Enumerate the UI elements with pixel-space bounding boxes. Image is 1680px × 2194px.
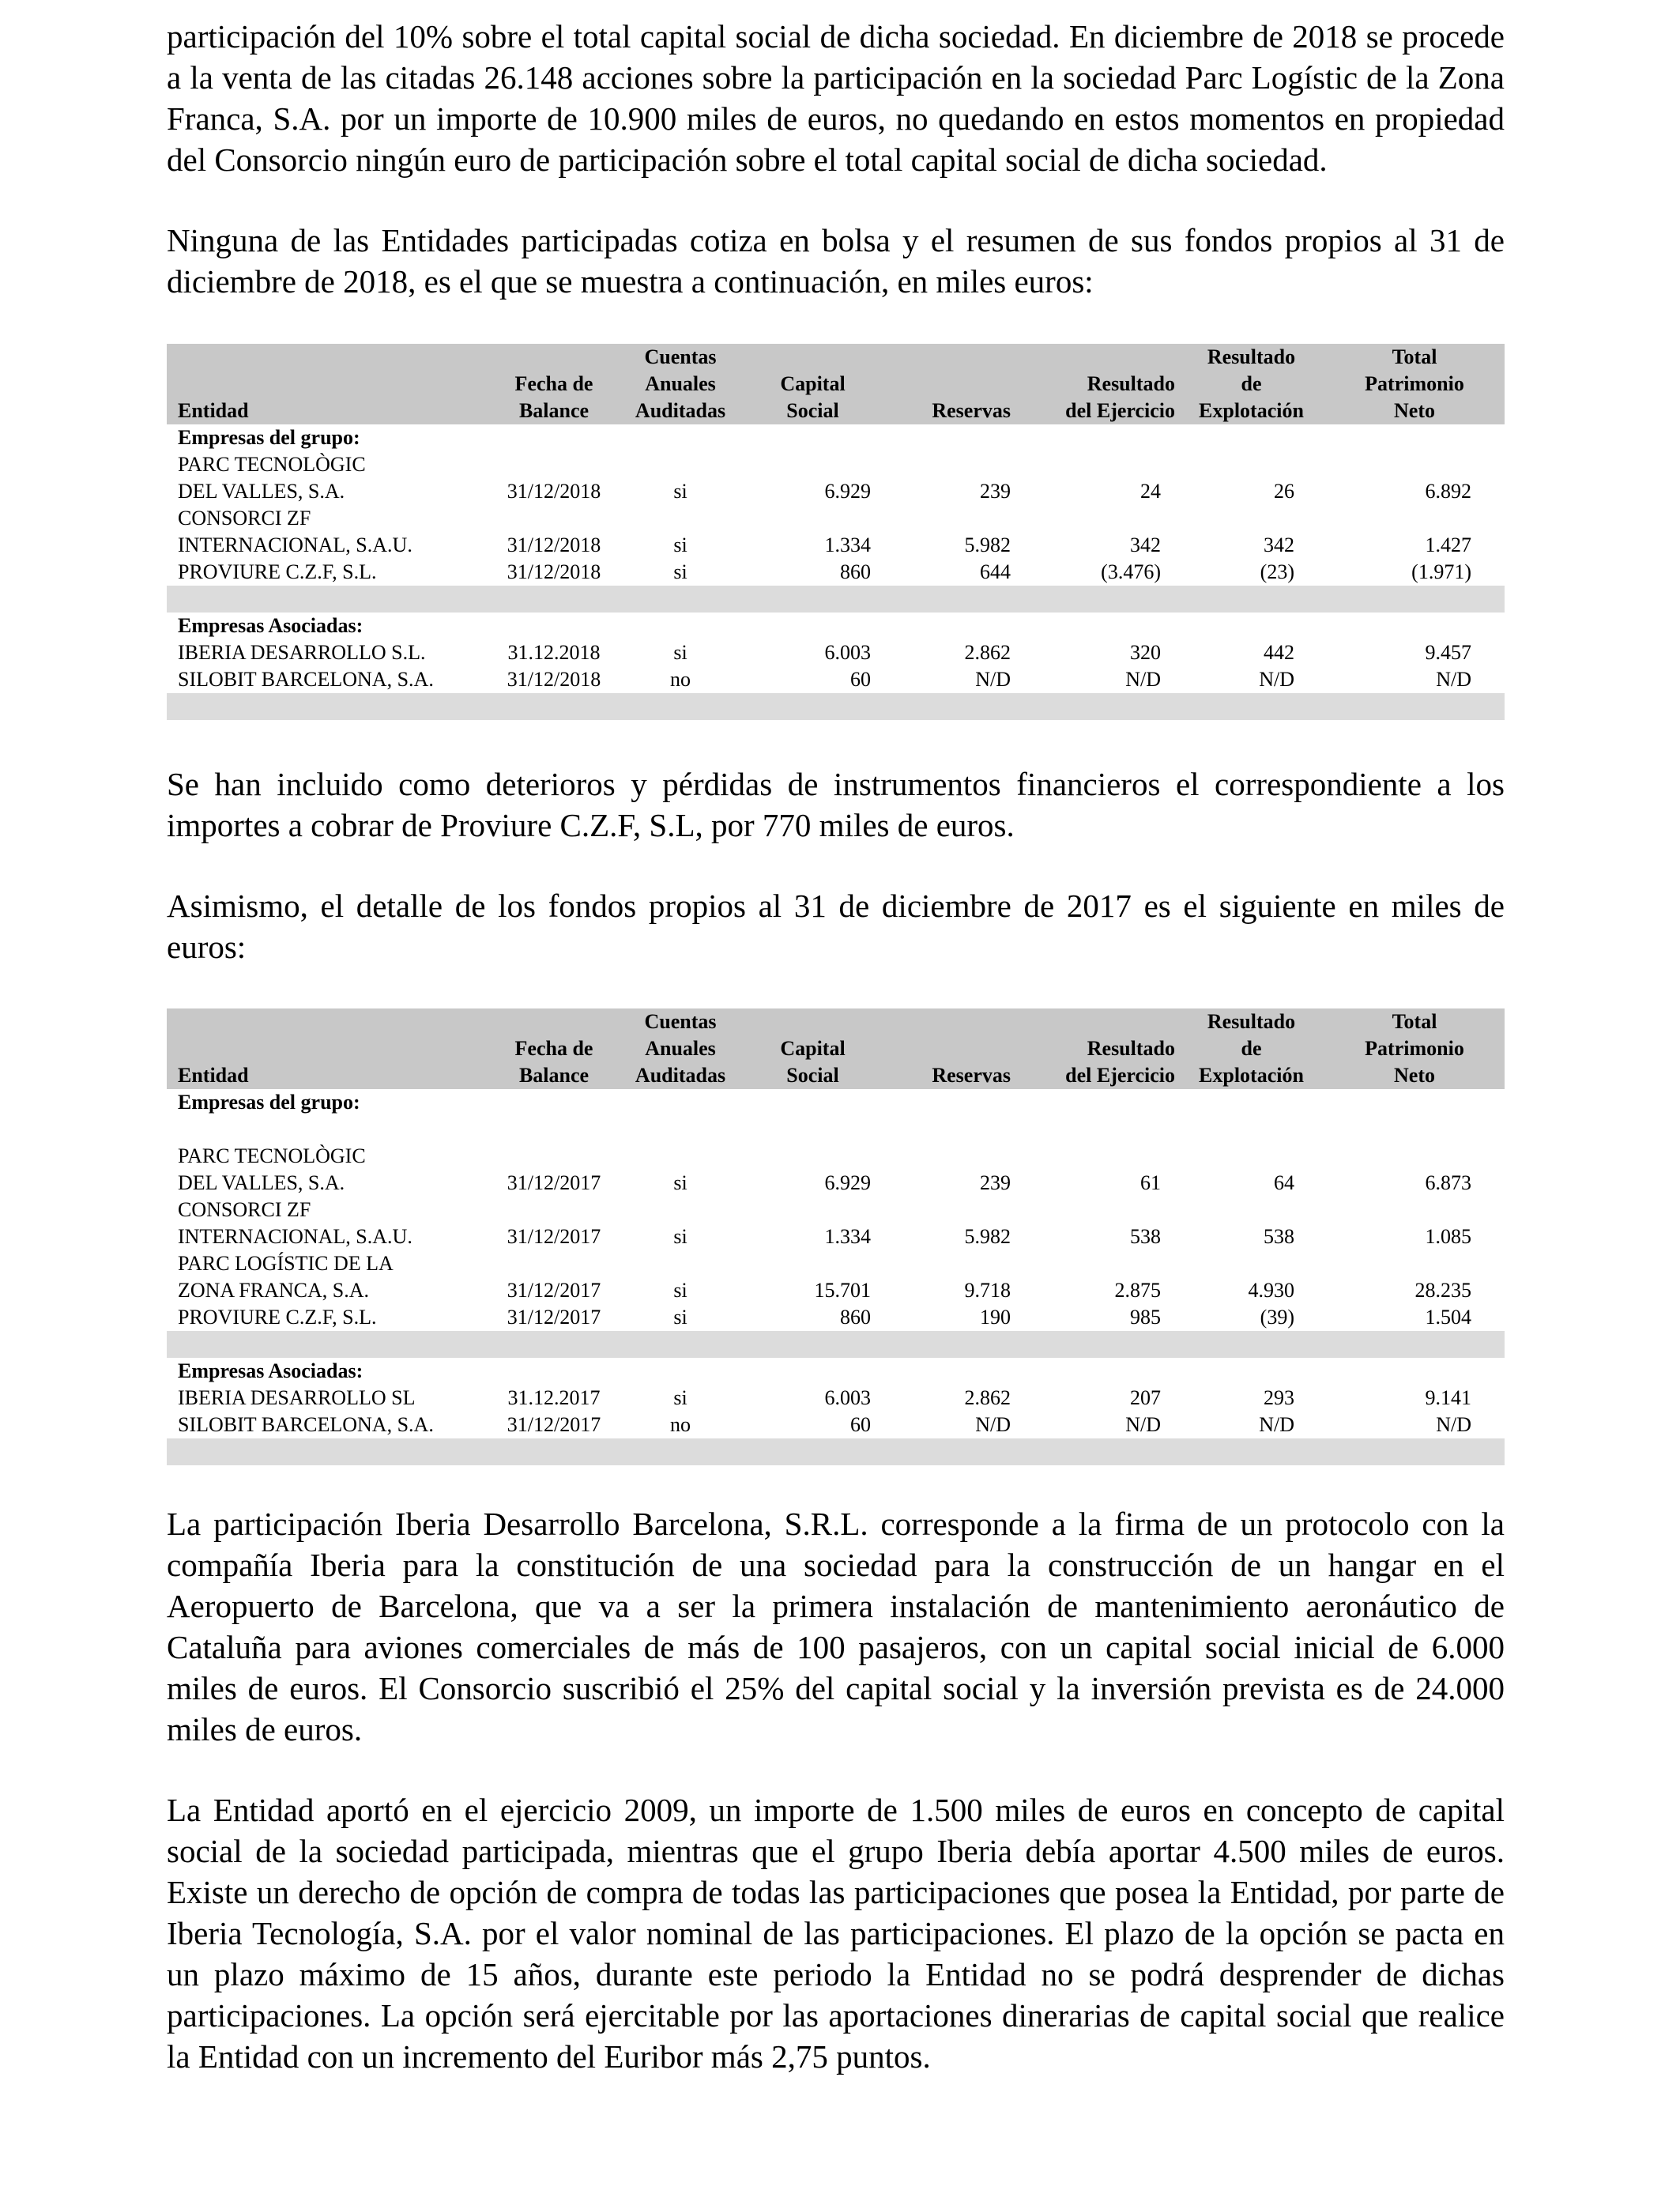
cell-auditadas: si <box>673 641 687 664</box>
table-row <box>167 639 1505 666</box>
cell-total: 9.141 <box>1425 1386 1471 1409</box>
cell-capital: 860 <box>840 1306 871 1329</box>
entity-name: IBERIA DESARROLLO SL <box>178 1386 416 1409</box>
cell-total: N/D <box>1436 668 1471 691</box>
cell-fecha: 31/12/2017 <box>507 1225 601 1248</box>
col-header-capital: Capital Social <box>751 344 874 424</box>
cell-reservas: 239 <box>980 480 1011 503</box>
cell-reservas: 2.862 <box>964 1386 1011 1409</box>
paragraph-3: Se han incluido como deterioros y pérdidas de instrumentos financieros el correspondiente a los importes a cobrar de Proviure C.Z.F, S.L, por 770 miles de euros. <box>167 766 1505 843</box>
cell-resultado: 207 <box>1130 1386 1161 1409</box>
paragraph-5: La participación Iberia Desarrollo Barcelona, S.R.L. corresponde a la firma de un protocolo con la compañía Iberia para la constitución de una sociedad para la construcción de un hangar en el Aeropuerto de Barcelona, que va a ser la primera instalación de mantenimiento aeronáutico de Cataluña para aviones comerciales de más de 100 pasajeros, con un capital social inicial de 6.000 miles de euros. El Consorcio suscribió el 25% del capital social y la inversión prevista es de 24.000 miles de euros. <box>167 1506 1505 1747</box>
cell-capital: 860 <box>840 560 871 583</box>
cell-reservas: 9.718 <box>964 1279 1011 1302</box>
cell-capital: 1.334 <box>824 533 871 556</box>
section-label-grupo: Empresas del grupo: <box>178 1091 360 1114</box>
section-label-asociadas: Empresas Asociadas: <box>178 614 363 637</box>
entity-name: CONSORCI ZF INTERNACIONAL, S.A.U. <box>178 1198 412 1248</box>
document-page <box>167 0 1505 2077</box>
cell-resultado: 24 <box>1140 480 1161 503</box>
cell-reservas: 239 <box>980 1171 1011 1194</box>
table-2018 <box>167 344 1505 720</box>
cell-total: 28.235 <box>1414 1279 1471 1302</box>
cell-explotacion: N/D <box>1259 668 1294 691</box>
cell-capital: 6.929 <box>824 480 871 503</box>
cell-resultado: (3.476) <box>1101 560 1161 583</box>
cell-auditadas: si <box>673 480 687 503</box>
cell-auditadas: no <box>670 668 691 691</box>
cell-reservas: 5.982 <box>964 1225 1011 1248</box>
entity-name: CONSORCI ZF INTERNACIONAL, S.A.U. <box>178 507 412 556</box>
col-header-reservas: Reservas <box>874 1008 1020 1089</box>
col-header-fecha: Fecha de Balance <box>499 1008 609 1089</box>
col-header-explotacion: Resultado de Explotación <box>1178 344 1324 424</box>
table-row <box>167 505 1505 559</box>
cell-resultado: 2.875 <box>1114 1279 1161 1302</box>
cell-total: N/D <box>1436 1413 1471 1436</box>
col-header-resultado: Resultado del Ejercicio <box>1020 344 1178 424</box>
separator-band <box>167 1331 1505 1358</box>
cell-fecha: 31/12/2017 <box>507 1413 601 1436</box>
entity-name: SILOBIT BARCELONA, S.A. <box>178 1413 434 1436</box>
spacer-row <box>167 1116 1505 1143</box>
cell-fecha: 31/12/2018 <box>507 533 601 556</box>
col-header-entidad: Entidad <box>167 1008 499 1089</box>
cell-resultado: N/D <box>1125 668 1161 691</box>
paragraph-2: Ninguna de las Entidades participadas cotiza en bolsa y el resumen de sus fondos propios al 31 de diciembre de 2018, es el que se muestra a continuación, en miles euros: <box>167 222 1505 300</box>
paragraph-4: Asimismo, el detalle de los fondos propios al 31 de diciembre de 2017 es el siguiente en miles de euros: <box>167 888 1505 965</box>
cell-reservas: 190 <box>980 1306 1011 1329</box>
table-2017 <box>167 1008 1505 1465</box>
cell-fecha: 31/12/2017 <box>507 1171 601 1194</box>
cell-resultado: N/D <box>1125 1413 1161 1436</box>
separator-band <box>167 1438 1505 1465</box>
col-header-explotacion: Resultado de Explotación <box>1178 1008 1324 1089</box>
cell-explotacion: (23) <box>1260 560 1294 583</box>
cell-auditadas: si <box>673 1171 687 1194</box>
cell-explotacion: (39) <box>1260 1306 1294 1329</box>
entity-name: PARC LOGÍSTIC DE LA ZONA FRANCA, S.A. <box>178 1252 394 1302</box>
cell-fecha: 31/12/2018 <box>507 480 601 503</box>
cell-resultado: 320 <box>1130 641 1161 664</box>
cell-auditadas: si <box>673 1225 687 1248</box>
col-header-entidad: Entidad <box>167 344 499 424</box>
cell-fecha: 31/12/2017 <box>507 1279 601 1302</box>
cell-total: 1.427 <box>1425 533 1471 556</box>
entity-name: SILOBIT BARCELONA, S.A. <box>178 668 434 691</box>
cell-fecha: 31/12/2018 <box>507 668 601 691</box>
table-2017-header <box>167 1008 1505 1089</box>
cell-reservas: 2.862 <box>964 641 1011 664</box>
cell-resultado: 61 <box>1140 1171 1161 1194</box>
cell-total: 1.504 <box>1425 1306 1471 1329</box>
cell-capital: 1.334 <box>824 1225 871 1248</box>
cell-capital: 15.701 <box>814 1279 871 1302</box>
cell-auditadas: no <box>670 1413 691 1436</box>
cell-reservas: 5.982 <box>964 533 1011 556</box>
cell-auditadas: si <box>673 560 687 583</box>
col-header-total: Total Patrimonio Neto <box>1324 344 1505 424</box>
table-row <box>167 1250 1505 1304</box>
cell-capital: 6.003 <box>824 1386 871 1409</box>
cell-explotacion: 442 <box>1264 641 1294 664</box>
cell-total: 6.873 <box>1425 1171 1471 1194</box>
paragraph-1: participación del 10% sobre el total capital social de dicha sociedad. En diciembre de 2018 se procede a la venta de las citadas 26.148 acciones sobre la participación en la sociedad Parc Logístic de la Zona Franca, S.A. por un importe de 10.900 miles de euros, no quedando en estos momentos en propiedad del Consorcio ningún euro de participación sobre el total capital social de dicha sociedad. <box>167 18 1505 178</box>
separator-band <box>167 586 1505 613</box>
cell-total: 6.892 <box>1425 480 1471 503</box>
cell-explotacion: 342 <box>1264 533 1294 556</box>
section-label-asociadas: Empresas Asociadas: <box>178 1359 363 1382</box>
cell-total: 9.457 <box>1425 641 1471 664</box>
cell-auditadas: si <box>673 1306 687 1329</box>
col-header-resultado: Resultado del Ejercicio <box>1020 1008 1178 1089</box>
col-header-capital: Capital Social <box>751 1008 874 1089</box>
entity-name: PARC TECNOLÒGIC DEL VALLES, S.A. <box>178 1144 366 1194</box>
table-row <box>167 559 1505 586</box>
cell-capital: 60 <box>850 668 871 691</box>
table-row <box>167 1385 1505 1412</box>
cell-explotacion: 293 <box>1264 1386 1294 1409</box>
table-row <box>167 1412 1505 1438</box>
paragraph-6: La Entidad aportó en el ejercicio 2009, un importe de 1.500 miles de euros en concepto de capital social de la sociedad participada, mientras que el grupo Iberia debía aportar 4.500 miles de euros. Existe un derecho de opción de compra de todas las participaciones que posea la Entidad, por parte de Iberia Tecnología, S.A. por el valor nominal de las participaciones. El plazo de la opción se pacta en un plazo máximo de 15 años, durante este periodo la Entidad no se podrá desprender de dichas participaciones. La opción será ejercitable por las aportaciones dinerarias de capital social que realice la Entidad con un incremento del Euribor más 2,75 puntos. <box>167 1792 1505 2075</box>
cell-explotacion: 64 <box>1274 1171 1294 1194</box>
cell-reservas: N/D <box>975 668 1011 691</box>
entity-name: PROVIURE C.Z.F, S.L. <box>178 1306 377 1329</box>
table-row <box>167 666 1505 693</box>
table-row <box>167 1197 1505 1250</box>
table-row <box>167 1143 1505 1197</box>
cell-capital: 6.929 <box>824 1171 871 1194</box>
cell-capital: 60 <box>850 1413 871 1436</box>
cell-fecha: 31/12/2017 <box>507 1306 601 1329</box>
separator-band <box>167 693 1505 720</box>
col-header-reservas: Reservas <box>874 344 1020 424</box>
cell-total: (1.971) <box>1411 560 1471 583</box>
cell-resultado: 342 <box>1130 533 1161 556</box>
cell-fecha: 31.12.2017 <box>507 1386 601 1409</box>
cell-capital: 6.003 <box>824 641 871 664</box>
cell-explotacion: 26 <box>1274 480 1294 503</box>
cell-explotacion: N/D <box>1259 1413 1294 1436</box>
cell-fecha: 31/12/2018 <box>507 560 601 583</box>
cell-explotacion: 4.930 <box>1248 1279 1294 1302</box>
entity-name: IBERIA DESARROLLO S.L. <box>178 641 426 664</box>
cell-reservas: N/D <box>975 1413 1011 1436</box>
cell-resultado: 538 <box>1130 1225 1161 1248</box>
col-header-fecha: Fecha de Balance <box>499 344 609 424</box>
table-row <box>167 451 1505 505</box>
cell-reservas: 644 <box>980 560 1011 583</box>
cell-resultado: 985 <box>1130 1306 1161 1329</box>
entity-name: PARC TECNOLÒGIC DEL VALLES, S.A. <box>178 453 366 503</box>
col-header-cuentas: Cuentas Anuales Auditadas <box>609 1008 751 1089</box>
cell-auditadas: si <box>673 1279 687 1302</box>
table-row <box>167 1304 1505 1331</box>
table-2018-header <box>167 344 1505 424</box>
cell-auditadas: si <box>673 1386 687 1409</box>
cell-total: 1.085 <box>1425 1225 1471 1248</box>
col-header-total: Total Patrimonio Neto <box>1324 1008 1505 1089</box>
cell-fecha: 31.12.2018 <box>507 641 601 664</box>
col-header-cuentas: Cuentas Anuales Auditadas <box>609 344 751 424</box>
section-label-grupo: Empresas del grupo: <box>178 426 360 449</box>
cell-explotacion: 538 <box>1264 1225 1294 1248</box>
entity-name: PROVIURE C.Z.F, S.L. <box>178 560 377 583</box>
cell-auditadas: si <box>673 533 687 556</box>
